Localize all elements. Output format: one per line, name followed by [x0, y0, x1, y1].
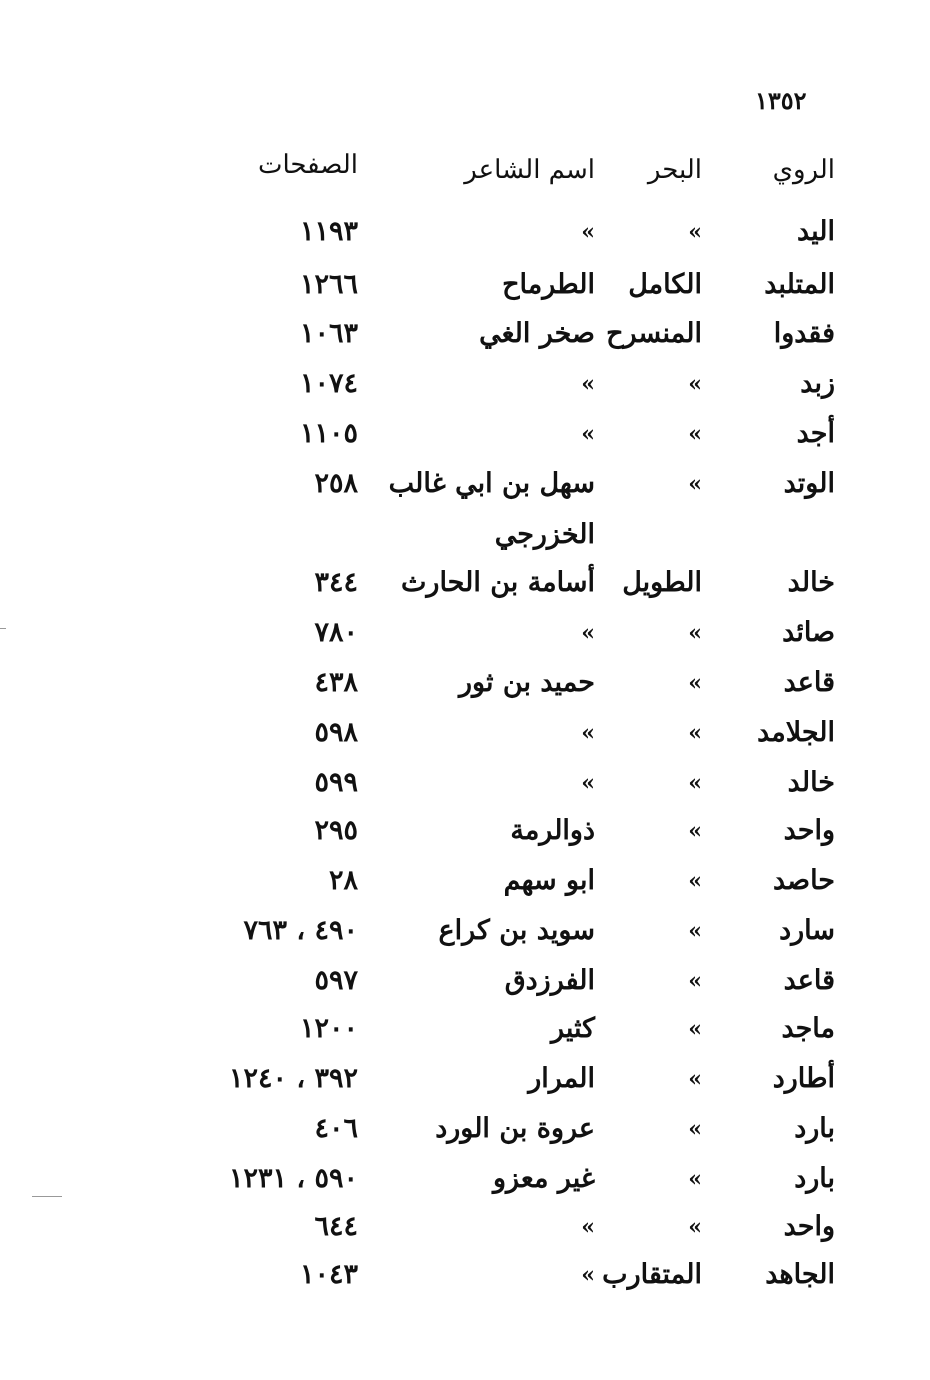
rhyme-cell: قاعد [783, 965, 835, 996]
meter-cell: » [688, 770, 702, 796]
rhyme-cell: سارد [779, 915, 835, 946]
header-poet: اسم الشاعر [464, 155, 595, 185]
pages-cell: ٥٩٨ [314, 717, 358, 748]
meter-cell: » [688, 670, 702, 696]
rhyme-cell: بارد [794, 1163, 835, 1194]
meter-cell: المتقارب [602, 1259, 702, 1290]
poet-cell: » [581, 770, 595, 796]
pages-cell: ٤٩٠ ، ٧٦٣ [243, 915, 358, 946]
rhyme-cell: واحد [783, 815, 835, 846]
meter-cell: المنسرح [606, 318, 702, 349]
poet-cell: الطرماح [502, 269, 595, 300]
meter-cell: الطويل [622, 567, 702, 598]
rhyme-cell: واحد [783, 1211, 835, 1242]
poet-cell-continuation: الخزرجي [494, 519, 595, 550]
poet-cell: » [581, 620, 595, 646]
rhyme-cell: صائد [782, 617, 835, 648]
pages-cell: ٧٨٠ [314, 617, 358, 648]
margin-mark [0, 628, 6, 629]
rhyme-cell: أجد [796, 418, 835, 449]
meter-cell: » [688, 1116, 702, 1142]
rhyme-cell: قاعد [783, 667, 835, 698]
meter-cell: » [688, 868, 702, 894]
pages-cell: ١٠٧٤ [299, 368, 358, 399]
margin-mark [32, 1196, 62, 1197]
poet-cell: » [581, 421, 595, 447]
poet-cell: صخر الغي [479, 318, 595, 349]
rhyme-cell: الجلامد [757, 717, 835, 748]
pages-cell: ٢٥٨ [314, 468, 358, 499]
header-rhyme: الروي [772, 155, 835, 185]
rhyme-cell: الوتد [783, 468, 835, 499]
poet-cell: حميد بن ثور [459, 667, 595, 698]
poet-cell: عروة بن الورد [435, 1113, 595, 1144]
pages-cell: ٤٠٦ [314, 1113, 358, 1144]
rhyme-cell: اليد [796, 216, 835, 247]
pages-cell: ٢٩٥ [314, 815, 358, 846]
meter-cell: » [688, 371, 702, 397]
pages-cell: ١٠٦٣ [299, 318, 358, 349]
meter-cell: » [688, 1066, 702, 1092]
meter-cell: » [688, 818, 702, 844]
rhyme-cell: فقدوا [773, 318, 835, 349]
meter-cell: » [688, 918, 702, 944]
meter-cell: » [688, 620, 702, 646]
pages-cell: ١٢٦٦ [299, 269, 358, 300]
poet-cell: غير معزو [493, 1163, 595, 1194]
pages-cell: ٦٤٤ [314, 1211, 358, 1242]
rhyme-cell: الجاهد [765, 1259, 835, 1290]
rhyme-cell: زبد [800, 368, 835, 399]
meter-cell: » [688, 471, 702, 497]
rhyme-cell: المتلبد [764, 269, 835, 300]
poet-cell: » [581, 371, 595, 397]
meter-cell: » [688, 219, 702, 245]
rhyme-cell: ماجد [781, 1013, 835, 1044]
rhyme-cell: حاصد [772, 865, 835, 896]
poet-cell: ذوالرمة [510, 815, 595, 846]
pages-cell: ٥٩٧ [314, 965, 358, 996]
pages-cell: ١١٩٣ [299, 216, 358, 247]
meter-cell: » [688, 968, 702, 994]
poet-cell: » [581, 1262, 595, 1288]
page-number: ١٣٥٢ [755, 86, 807, 115]
rhyme-cell: بارد [794, 1113, 835, 1144]
pages-cell: ٢٨ [328, 865, 358, 896]
poet-cell: سهل بن ابي غالب [388, 468, 595, 499]
pages-cell: ١٠٤٣ [299, 1259, 358, 1290]
poet-cell: الفرزدق [504, 965, 595, 996]
pages-cell: ١١٠٥ [299, 418, 358, 449]
pages-cell: ٥٩٠ ، ١٢٣١ [228, 1163, 358, 1194]
rhyme-cell: خالد [787, 767, 835, 798]
pages-cell: ٣٩٢ ، ١٢٤٠ [228, 1063, 358, 1094]
rhyme-cell: خالد [787, 567, 835, 598]
header-meter: البحر [647, 155, 702, 185]
rhyme-cell: أطارد [772, 1063, 835, 1094]
poet-cell: أسامة بن الحارث [401, 567, 595, 598]
poet-cell: » [581, 720, 595, 746]
header-pages: الصفحات [257, 150, 358, 180]
meter-cell: » [688, 421, 702, 447]
meter-cell: » [688, 1166, 702, 1192]
pages-cell: ١٢٠٠ [299, 1013, 358, 1044]
poet-cell: سويد بن كراع [438, 915, 595, 946]
poet-cell: ابو سهم [503, 865, 595, 896]
meter-cell: » [688, 720, 702, 746]
pages-cell: ٥٩٩ [314, 767, 358, 798]
poet-cell: كثير [550, 1013, 595, 1044]
poet-cell: » [581, 1214, 595, 1240]
meter-cell: » [688, 1214, 702, 1240]
pages-cell: ٣٤٤ [314, 567, 358, 598]
meter-cell: » [688, 1016, 702, 1042]
poet-cell: المرار [528, 1063, 595, 1094]
poet-cell: » [581, 219, 595, 245]
meter-cell: الكامل [628, 269, 702, 300]
pages-cell: ٤٣٨ [314, 667, 358, 698]
